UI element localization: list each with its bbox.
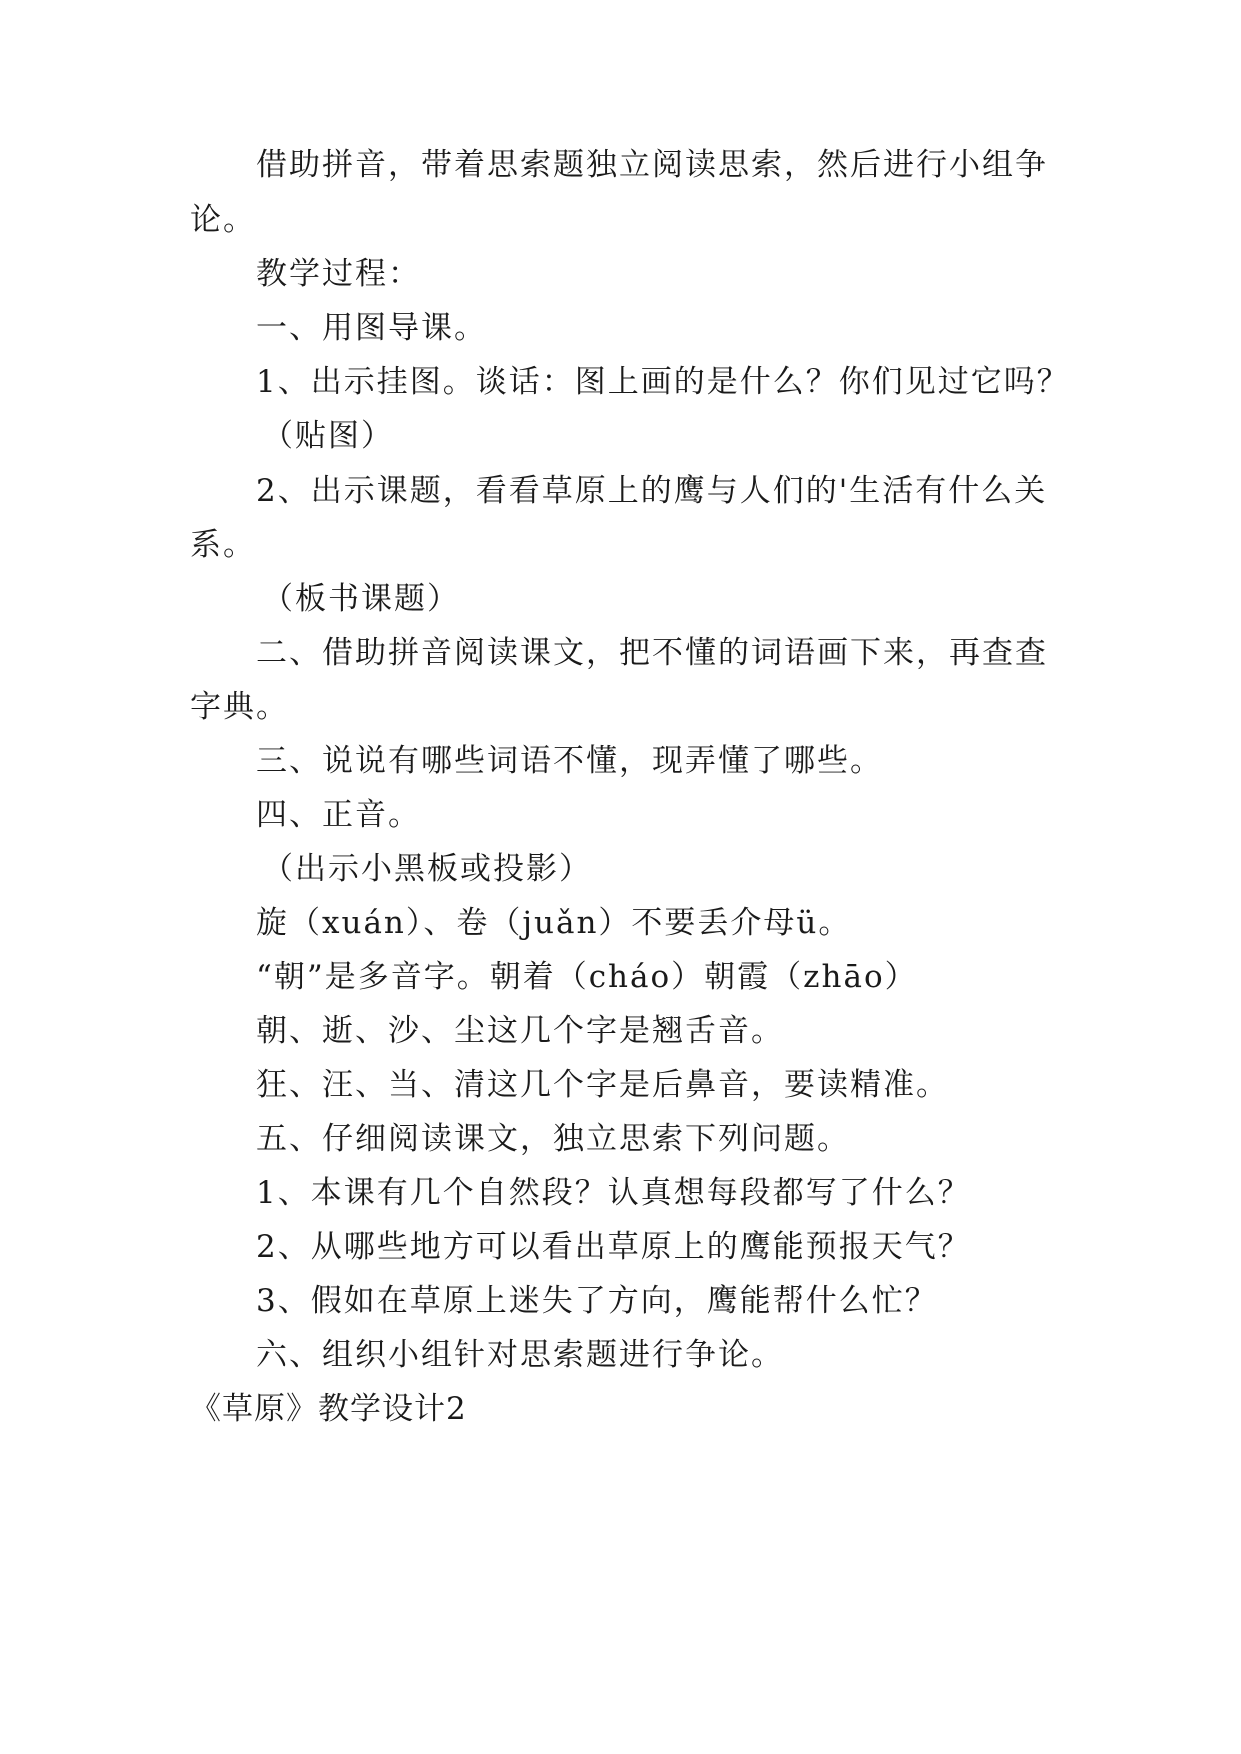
- question-3: 3、假如在草原上迷失了方向，鹰能帮什么忙？: [256, 1283, 938, 1319]
- pronunciation-item-4: 狂、汪、当、清这几个字是后鼻音，要读精准。: [256, 1067, 949, 1103]
- step-one-item-2-note: （板书课题）: [262, 581, 460, 617]
- step-one-item-1: 1、出示挂图。谈话：图上画的是什么？你们见过它吗？: [256, 364, 1070, 400]
- paragraph-intro-line-2: 论。: [190, 202, 256, 238]
- step-four-heading: 四、正音。: [256, 797, 421, 833]
- step-one-heading: 一、用图导课。: [256, 310, 487, 346]
- question-1: 1、本课有几个自然段？认真想每段都写了什么？: [256, 1175, 971, 1211]
- step-one-item-2-line-1: 2、出示课题，看看草原上的鹰与人们的'生活有什么关: [256, 473, 1048, 509]
- step-one-item-2-line-2: 系。: [190, 527, 256, 563]
- step-five-heading: 五、仔细阅读课文，独立思索下列问题。: [256, 1121, 850, 1157]
- step-three: 三、说说有哪些词语不懂，现弄懂了哪些。: [256, 743, 883, 779]
- next-section-title: 《草原》教学设计2: [190, 1391, 467, 1427]
- step-four-note: （出示小黑板或投影）: [262, 851, 592, 887]
- step-six: 六、组织小组针对思索题进行争论。: [256, 1337, 784, 1373]
- paragraph-intro-line-1: 借助拼音，带着思索题独立阅读思索，然后进行小组争: [256, 147, 1048, 183]
- question-2: 2、从哪些地方可以看出草原上的鹰能预报天气？: [256, 1229, 971, 1265]
- step-one-item-1-note: （贴图）: [262, 418, 394, 454]
- step-two-line-2: 字典。: [190, 689, 289, 725]
- pronunciation-item-2: “朝”是多音字。朝着（cháo）朝霞（zhāo）: [256, 959, 918, 995]
- pronunciation-item-3: 朝、逝、沙、尘这几个字是翘舌音。: [256, 1013, 784, 1049]
- pronunciation-item-1: 旋（xuán）、卷（juǎn）不要丢介母ü。: [256, 905, 852, 941]
- step-two-line-1: 二、借助拼音阅读课文，把不懂的词语画下来，再查查: [256, 635, 1048, 671]
- section-heading-teaching-process: 教学过程：: [256, 256, 421, 292]
